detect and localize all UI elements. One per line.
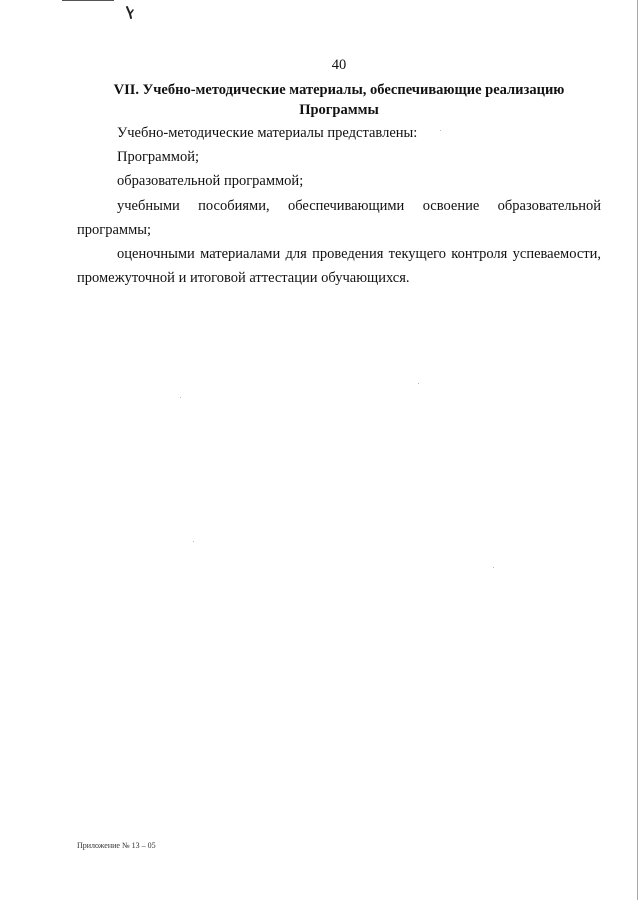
- paragraph-line: промежуточной и итоговой аттестации обучающихся.: [77, 270, 410, 287]
- paragraph-line: оценочными материалами для проведения текущего контроля успеваемости,: [117, 246, 601, 263]
- paragraph-line: Учебно-методические материалы представлены:: [117, 125, 418, 141]
- paragraph-line: Программой;: [117, 149, 199, 166]
- scan-artifact-mark: [124, 4, 138, 20]
- section-heading-line-1: VII. Учебно-методические материалы, обеспечивающие реализацию: [113, 82, 565, 98]
- body-text: [77, 121, 601, 290]
- scan-speck: [418, 383, 419, 384]
- paragraph-line: программы;: [77, 221, 152, 238]
- page-number: 40: [331, 57, 347, 73]
- list-item-textbooks: [77, 194, 601, 242]
- list-item-educational-program: [77, 169, 601, 193]
- list-item-program: [77, 145, 601, 169]
- scan-speck: [193, 541, 194, 542]
- paragraph-intro: [77, 121, 601, 145]
- section-heading: [77, 80, 601, 120]
- list-item-assessment-materials: [77, 242, 601, 290]
- paragraph-line: учебными пособиями, обеспечивающими освоение образовательной: [117, 197, 601, 214]
- scan-page-edge: [637, 0, 638, 900]
- scan-speck: [493, 567, 494, 568]
- scan-artifact-line: [62, 0, 114, 1]
- section-heading-line-2: Программы: [299, 102, 379, 118]
- footer-annex-label: Приложение № 13 – 05: [77, 841, 156, 850]
- paragraph-line: образовательной программой;: [117, 173, 304, 190]
- scan-speck: [180, 397, 181, 398]
